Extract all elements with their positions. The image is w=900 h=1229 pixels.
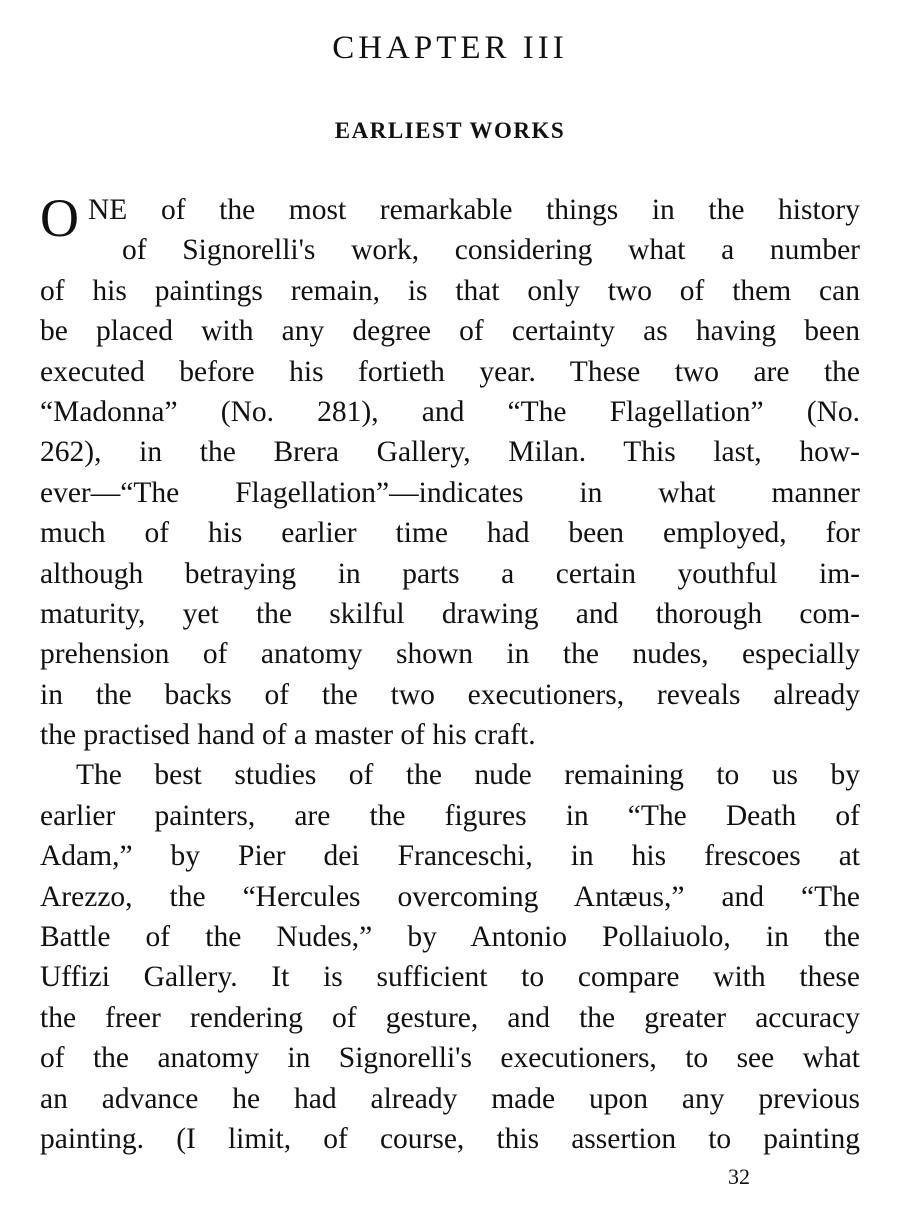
text-line: the practised hand of a master of his craft.: [40, 719, 536, 752]
paragraph-1: [40, 190, 860, 755]
text-line: painting. (I limit, of course, this assertion to painting: [40, 1122, 860, 1155]
text-line: ever—“The Flagellation”—indicates in what manner: [40, 476, 860, 509]
text-line: although betraying in parts a certain youthful im-: [40, 557, 860, 590]
text-line: “Madonna” (No. 281), and “The Flagellation” (No.: [40, 395, 860, 428]
text-line: in the backs of the two executioners, reveals already: [40, 678, 860, 711]
text-line: of his paintings remain, is that only two of them can: [40, 274, 860, 307]
page-number: 32: [728, 1164, 750, 1189]
text-line: earlier painters, are the figures in “The Death of: [40, 799, 860, 832]
text-line: 262), in the Brera Gallery, Milan. This last, how-: [40, 436, 860, 469]
drop-cap: O: [40, 188, 79, 248]
text-line: an advance he had already made upon any previous: [40, 1082, 860, 1115]
text-line: much of his earlier time had been employed, for: [40, 517, 860, 550]
text-line: Adam,” by Pier dei Franceschi, in his frescoes at: [40, 840, 860, 873]
text-line: of Signorelli's work, considering what a number: [122, 234, 860, 267]
text-line: Uffizi Gallery. It is sufficient to compare with these: [40, 961, 860, 994]
body-text: [40, 190, 860, 1159]
text-line: be placed with any degree of certainty as having been: [40, 315, 860, 348]
paragraph-2: [40, 755, 860, 1159]
text-line: executed before his fortieth year. These two are the: [40, 355, 860, 388]
text-line: prehension of anatomy shown in the nudes, especially: [40, 638, 860, 671]
text-line: The best studies of the nude remaining to us by: [76, 759, 860, 792]
dropcap-row: [40, 188, 860, 248]
text-line: Battle of the Nudes,” by Antonio Pollaiuolo, in the: [40, 921, 860, 954]
text-line: of the anatomy in Signorelli's executioners, to see what: [40, 1042, 860, 1075]
text-line: maturity, yet the skilful drawing and thorough com-: [40, 597, 860, 630]
text-line: Arezzo, the “Hercules overcoming Antæus,” and “The: [40, 880, 860, 913]
text-line: NE of the most remarkable things in the history: [88, 194, 860, 226]
chapter-subtitle: EARLIEST WORKS: [334, 118, 566, 143]
text-line: the freer rendering of gesture, and the greater accuracy: [40, 1001, 860, 1034]
chapter-heading: CHAPTER III: [332, 30, 568, 66]
